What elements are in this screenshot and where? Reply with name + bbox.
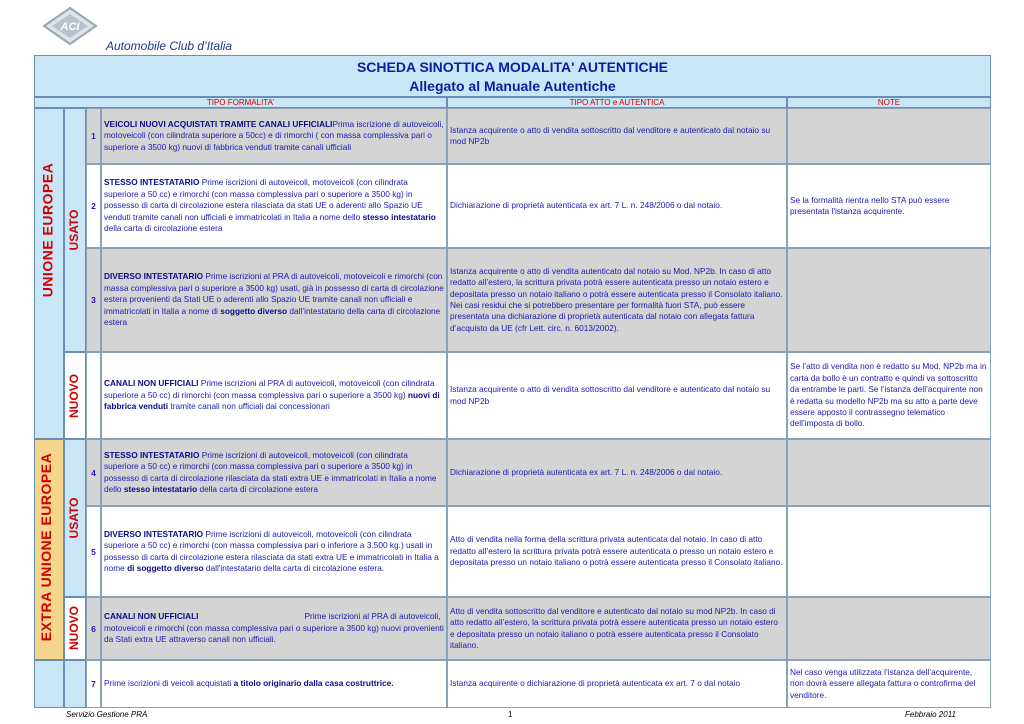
label-extra-unione-europea: EXTRA UNIONE EUROPEA xyxy=(38,452,54,642)
row-7-atto: Istanza acquirente o dichiarazione di proprietà autenticata ex art. 7 o dal notaio xyxy=(447,660,787,708)
col-header-atto: TIPO ATTO e AUTENTICA xyxy=(447,97,787,108)
row-2-formalita: STESSO INTESTATARIO Prime iscrizioni di autoveicoli, motoveicoli (con cilindrata superiore a 50 cc) e rimorchi (con massa complessiva pari o superiore a 3500 kg) in possesso di carta di circolazione estera rilasciata da stati UE o aderenti allo Spazio UE venduti tramite canali non ufficiali e immatricolati in Italia a nome dello stesso intestatario della carta di circolazione estera xyxy=(101,164,447,248)
row-5-formalita: DIVERSO INTESTATARIO Prime iscrizioni di autoveicoli, motoveicoli (con cilindrata superiore a 50 cc) e rimorchi (con massa complessiva pari o inferiore a 3.500 kg.) usati in possesso di carta di circolazione estera rilasciata da stati extra UE e immatricolati in Italia a nome di soggetto diverso dall'intestatario della carta di circolazione estera. xyxy=(101,506,447,597)
row-4-num: 4 xyxy=(86,439,101,506)
row-7-note: Nel caso venga utilizzata l’istanza dell’acquirente, non dovrà essere allegata fattura o controfirma del venditore. xyxy=(787,660,991,708)
col-header-note: NOTE xyxy=(787,97,991,108)
row-1-formalita-bold: VEICOLI NUOVI ACQUISTATI TRAMITE CANALI UFFICIALI xyxy=(104,118,333,129)
row-nuovo-ue-formalita: CANALI NON UFFICIALI Prime iscrizioni al PRA di autoveicoli, motoveicoli (con cilindrata superiore a 50 cc) di rimorchi (con massa complessiva pari o superiore a 3500 kg) nuovi di fabbrica venduti tramite canali non ufficiali dai concessionari xyxy=(101,352,447,439)
label-ue-usato: USATO xyxy=(67,209,81,251)
band-row7 xyxy=(34,660,64,708)
svg-text:ACI: ACI xyxy=(60,21,80,33)
row-1-num: 1 xyxy=(86,108,101,164)
row-7-num: 7 xyxy=(86,660,101,708)
page-subtitle: Allegato al Manuale Autentiche xyxy=(409,78,616,94)
label-unione-europea: UNIONE EUROPEA xyxy=(39,162,56,298)
page-header xyxy=(34,55,991,97)
band-row7-sub xyxy=(64,660,86,708)
row-6-note xyxy=(787,597,991,660)
row-2-num: 2 xyxy=(86,164,101,248)
footer-date: Febbraio 2011 xyxy=(905,710,956,719)
row-7-formalita: Prime iscrizioni di veicoli acquistati a titolo originario dalla casa costruttrice. xyxy=(101,660,447,708)
label-extra-usato: USATO xyxy=(67,497,81,539)
row-4-atto: Dichiarazione di proprietà autenticata ex art. 7 L. n. 248/2006 o dal notaio. xyxy=(447,439,787,506)
row-6-num: 6 xyxy=(86,597,101,660)
row-5-atto: Atto di vendita nella forma della scrittura privata autenticata dal notaio. In caso di atto redatto all’estero la scrittura privata potrà essere autenticata o presso un notaio estero e depositata presso un notaio italiano o potrà essere autenticata presso il Consolato italiano. xyxy=(447,506,787,597)
footer-page-number: 1 xyxy=(508,710,513,719)
row-5-note xyxy=(787,506,991,597)
row-1-formalita xyxy=(101,108,447,164)
label-ue-nuovo: NUOVO xyxy=(67,374,81,419)
row-3-atto: Istanza acquirente o atto di vendita autenticato dal notaio su Mod. NP2b. In caso di atto redatto all’estero, la scrittura privata potrà essere autenticata presso un notaio estero e depositata presso un notaio italiano o potrà essere autenticata presso il Consolato italiano. Nei casi residui che si potrebbero presentare per formalità fuori STA, può essere presentata una dichiarazione di proprietà autenticata dal notaio con allegata fattura d’acquisto da UE (cfr Lett. circ. n. 6013/2002). xyxy=(447,248,787,352)
col-header-formalita: TIPO FORMALITA’ xyxy=(34,97,447,108)
row-4-note xyxy=(787,439,991,506)
footer-left: Servizio Gestione PRA xyxy=(66,710,148,719)
label-extra-nuovo: NUOVO xyxy=(67,606,81,651)
row-5-num: 5 xyxy=(86,506,101,597)
row-nuovo-ue-atto: Istanza acquirente o atto di vendita sottoscritto dal venditore e autenticato dal notaio su mod NP2b xyxy=(447,352,787,439)
row-3-num: 3 xyxy=(86,248,101,352)
page-title: SCHEDA SINOTTICA MODALITA' AUTENTICHE xyxy=(356,59,669,75)
row-1-note xyxy=(787,108,991,164)
row-6-atto: Atto di vendita sottoscritto dal venditore e autenticato dal notaio su mod NP2b. In caso di atto redatto all’estero, la scrittura privata potrà essere autenticata presso un notaio estero e depositata presso un notaio italiano o potrà essere autenticata presso il Consolato italiano. xyxy=(447,597,787,660)
aci-logo xyxy=(40,6,100,46)
row-3-formalita: DIVERSO INTESTATARIO Prime iscrizioni al PRA di autoveicoli, motoveicoli e rimorchi (con massa complessiva pari o superiore a 3500 kg) usati, già in possesso di carta di circolazione estera provenienti da Stati UE o aderenti allo Spazio UE tramite canali non ufficiali e immatricolati in Italia a nome di soggetto diverso dall’intestatario della carta di circolazione estera xyxy=(101,248,447,352)
org-name: Automobile Club d’Italia xyxy=(106,39,233,53)
row-2-note: Se la formalità rientra nello STA può essere presentata l'istanza acquirente. xyxy=(787,164,991,248)
row-1-formalita-text: Prima iscrizione di autoveicoli, motoveicoli (con cilindrata superiore a 50cc) e di rimorchi ( con massa complessiva pari o superiore a 3500 kg) nuovi di fabbrica venduti tramite canali ufficiali xyxy=(104,118,444,152)
row-nuovo-ue-num xyxy=(86,352,101,439)
row-nuovo-ue-note: Se l’atto di vendita non è redatto su Mod. NP2b ma in carta da bollo è un contratto e quindi va sottoscritto da entrambe le parti. Se l’istanza dell’acquirente non è redatta su modello NP2b ma su atto a parte deve essere apposto il contrassegno telematico dell’imposta di bollo. xyxy=(787,352,991,439)
row-2-atto: Dichiarazione di proprietà autenticata ex art. 7 L. n. 248/2006 o dal notaio. xyxy=(447,164,787,248)
row-6-formalita: CANALI NON UFFICIALI Prime iscrizioni al PRA di autoveicoli, motoveicoli e rimorchi (con massa complessiva pari o superiore a 3500 kg) nuovi provenienti da Stati extra UE attraverso canali non ufficiali. xyxy=(101,597,447,660)
row-3-note xyxy=(787,248,991,352)
row-4-formalita: STESSO INTESTATARIO Prime iscrizioni di autoveicoli, motoveicoli (con cilindrata superiore a 50 cc) e rimorchi (con massa complessiva pari o superiore a 3500 kg) in possesso di carta di circolazione rilasciata da stati extra UE e immatricolati in Italia a nome dello stesso intestatario della carta di circolazione estera xyxy=(101,439,447,506)
row-1-atto: Istanza acquirente o atto di vendita sottoscritto dal venditore e autenticato dal notaio su mod NP2b xyxy=(447,108,787,164)
